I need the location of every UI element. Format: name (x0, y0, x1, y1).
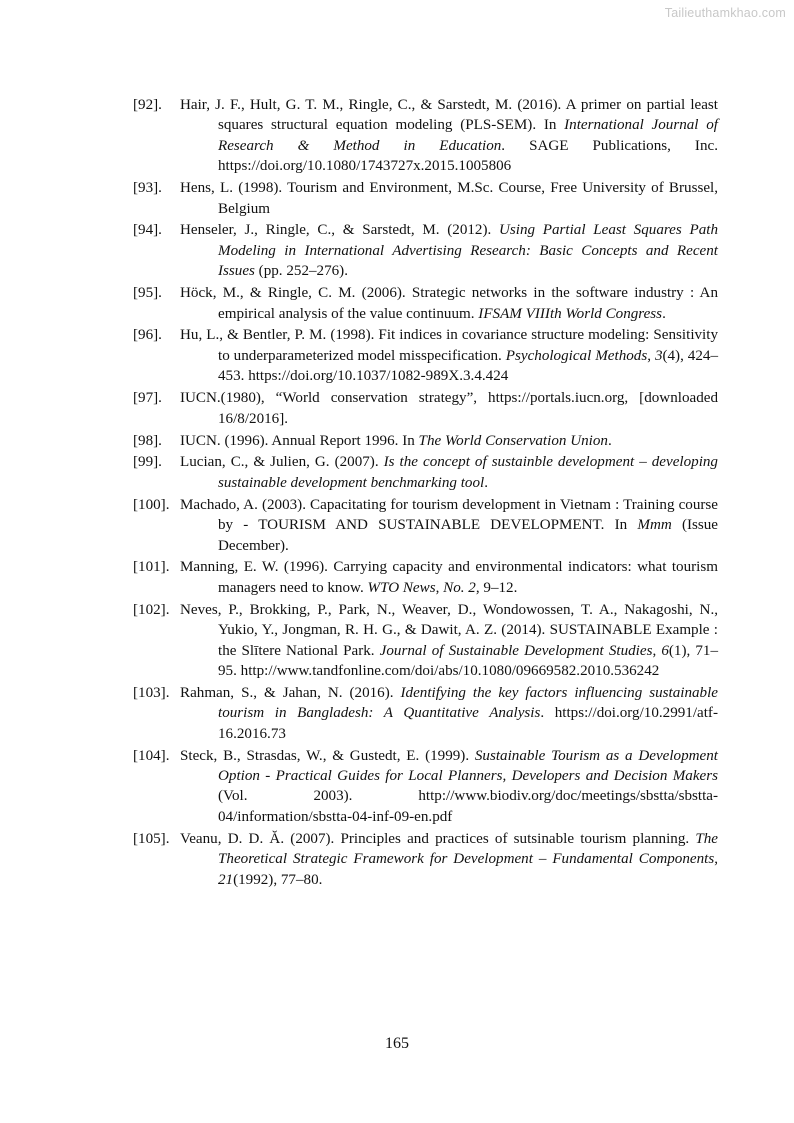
reference-entry (133, 683, 718, 744)
reference-segment: Höck, M., & Ringle, C. M. (2006). Strategic networks in the software industry : An empirical analysis of the value continuum. (180, 285, 718, 322)
reference-italic-segment: 3 (654, 347, 663, 364)
reference-number: [98]. (133, 432, 162, 449)
reference-segment: Rahman, S., & Jahan, N. (2016). (180, 684, 401, 701)
reference-entry (133, 283, 718, 324)
reference-number: [92]. (133, 97, 162, 113)
reference-number: [100]. (133, 496, 170, 513)
reference-entry (133, 452, 718, 493)
reference-italic-segment: 21 (218, 871, 234, 888)
reference-segment: , 9–12. (475, 579, 518, 596)
reference-segment: (pp. 252–276). (254, 263, 348, 280)
reference-text (180, 325, 718, 386)
reference-text (180, 220, 718, 281)
reference-number: [95]. (133, 285, 162, 302)
reference-segment: . https://doi.org/10.2991/atf-16.2016.73 (218, 705, 718, 742)
reference-segment: (4), 424–453. https://doi.org/10.1037/1082-989X.3.4.424 (218, 347, 718, 385)
reference-number: [105]. (133, 830, 170, 847)
reference-italic-segment: Mmm (637, 517, 672, 534)
reference-number: [94]. (133, 222, 162, 239)
reference-number: [99]. (133, 454, 162, 471)
watermark: Tailieuthamkhao.com (664, 6, 786, 20)
reference-italic-segment: The World Conservation Union (418, 432, 608, 449)
reference-text (180, 683, 718, 744)
reference-italic-segment: Identifying the key factors influencing sustainable tourism in Bangladesh: A Quantitative Analysis (218, 684, 718, 722)
reference-italic-segment: The Theoretical Strategic Framework for Development – Fundamental Components (218, 830, 718, 868)
reference-text (180, 283, 718, 324)
reference-text (180, 495, 718, 556)
reference-text (180, 829, 718, 890)
reference-segment: Manning, E. W. (1996). Carrying capacity and environmental indicators: what tourism managers need to know. (180, 559, 718, 596)
reference-segment: . (484, 474, 488, 491)
reference-number: [104]. (133, 747, 170, 764)
reference-segment: Hens, L. (1998). Tourism and Environment, M.Sc. Course, Free University of Brussel, Belgium (180, 180, 718, 217)
reference-entry (133, 388, 718, 429)
reference-segment: Hair, J. F., Hult, G. T. M., Ringle, C., & Sarstedt, M. (2016). A primer on partial least squares structural equation modeling (PLS-SEM). In (180, 97, 718, 134)
reference-segment: Lucian, C., & Julien, G. (2007). (180, 454, 384, 471)
reference-text (180, 388, 718, 429)
reference-segment: Machado, A. (2003). Capacitating for tourism development in Vietnam : Training course by - TOURISM AND SUSTAINABLE DEVELOPMENT. In (180, 496, 718, 534)
reference-italic-segment: WTO News (367, 579, 436, 596)
reference-segment: IUCN.(1980), “World conservation strategy”, https://portals.iucn.org, [downloaded 16/8/2016]. (180, 390, 718, 427)
reference-text (180, 431, 718, 451)
reference-segment: Veanu, D. D. Ă. (2007). Principles and practices of sutsinable tourism planning. (180, 830, 696, 847)
reference-italic-segment: No. 2 (443, 579, 476, 596)
reference-italic-segment: 6 (661, 642, 669, 659)
reference-text (180, 600, 719, 682)
reference-entry (133, 220, 718, 281)
reference-segment: , (435, 579, 444, 596)
reference-list (133, 95, 718, 891)
reference-number: [101]. (133, 559, 170, 576)
reference-text (180, 452, 718, 493)
reference-segment: . SAGE Publications, Inc. https://doi.org/10.1080/1743727x.2015.1005806 (218, 137, 718, 175)
reference-segment: (1992), 77–80. (233, 871, 323, 888)
reference-italic-segment: Is the concept of sustainble development – developing sustainable development benchmarking tool (218, 454, 718, 491)
reference-number: [103]. (133, 684, 170, 701)
reference-italic-segment: Psychological Methods (505, 347, 648, 364)
reference-entry (133, 431, 718, 451)
reference-segment: , (652, 642, 662, 659)
reference-segment: IUCN. (1996). Annual Report 1996. In (180, 432, 419, 449)
reference-segment: (Issue December). (218, 517, 718, 554)
reference-segment: . (607, 432, 612, 449)
reference-segment: Neves, P., Brokking, P., Park, N., Weaver, D., Wondowossen, T. A., Nakagoshi, N., Yukio, Y., Jongman, R. H. G., & Dawit, A. Z. (2014). SUSTAINABLE Example : the Slītere National Park. (180, 601, 718, 659)
reference-segment: (Vol. 2003). http://www.biodiv.org/doc/meetings/sbstta/sbstta-04/information/sbstta-04-inf-09-en.pdf (218, 788, 718, 825)
reference-number: [93]. (133, 180, 162, 197)
reference-text (180, 557, 718, 598)
reference-entry (133, 325, 718, 386)
reference-number: [97]. (133, 390, 162, 407)
reference-text (180, 178, 718, 219)
reference-italic-segment: Journal of Sustainable Development Studies (379, 642, 653, 659)
reference-italic-segment: IFSAM VIIIth World Congress (478, 305, 663, 322)
reference-entry (133, 95, 718, 177)
reference-segment: (1), 71–95. http://www.tandfonline.com/doi/abs/10.1080/09669582.2010.536242 (218, 642, 719, 679)
reference-text (180, 95, 718, 177)
reference-segment: , (714, 851, 718, 868)
reference-segment: . (662, 305, 666, 322)
reference-entry (133, 557, 718, 598)
reference-number: [96]. (133, 327, 162, 344)
reference-text (180, 746, 718, 828)
reference-italic-segment: International Journal of Research & Method in Education (218, 117, 718, 154)
reference-number: [102]. (133, 601, 170, 618)
reference-segment: Henseler, J., Ringle, C., & Sarstedt, M. (2012). (180, 222, 499, 239)
reference-segment: Steck, B., Strasdas, W., & Gustedt, E. (1999). (180, 747, 475, 764)
reference-entry (133, 600, 718, 682)
page-number: 165 (385, 1035, 409, 1052)
reference-italic-segment: Using Partial Least Squares Path Modeling in International Advertising Research: Basic Concepts and Recent Issues (218, 222, 718, 280)
reference-italic-segment: Sustainable Tourism as a Development Option - Practical Guides for Local Planners, Developers and Decision Makers (218, 747, 718, 784)
reference-entry (133, 746, 718, 828)
reference-segment: , (647, 347, 655, 364)
reference-entry (133, 829, 718, 890)
reference-segment: Hu, L., & Bentler, P. M. (1998). Fit indices in covariance structure modeling: Sensitivity to underparameterized model misspecification. (180, 327, 718, 364)
reference-entry (133, 178, 718, 219)
reference-entry (133, 495, 718, 556)
